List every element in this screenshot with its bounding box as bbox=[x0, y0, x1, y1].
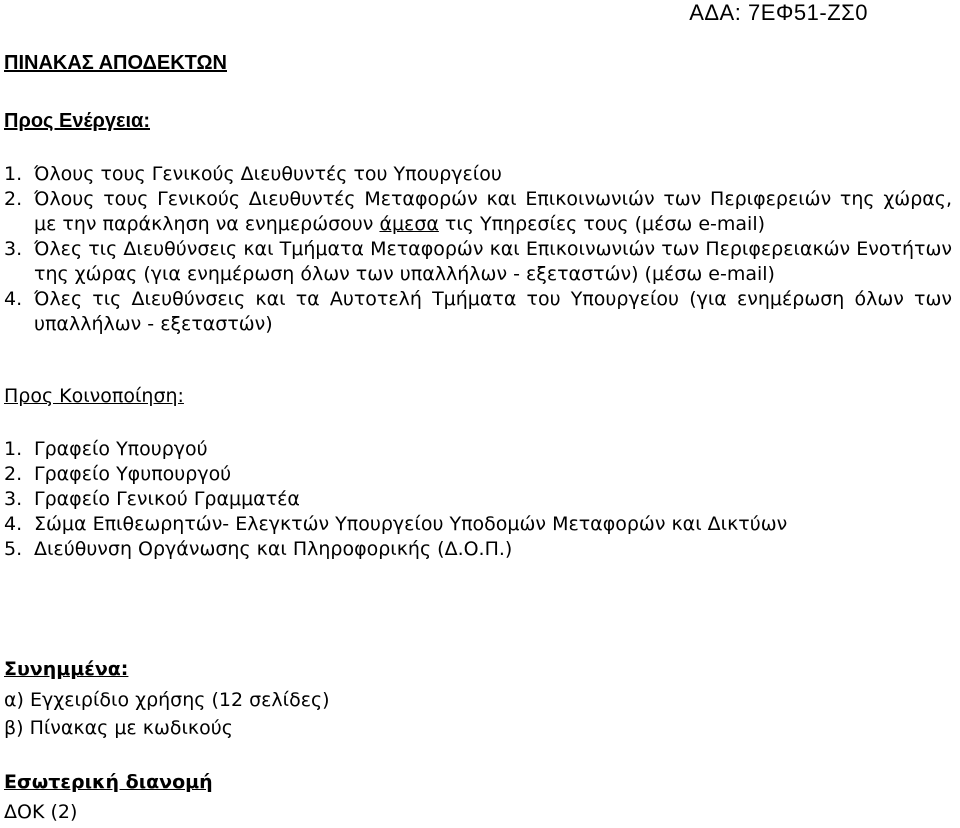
page-title: ΠΙΝΑΚΑΣ ΑΠΟΔΕΚΤΩΝ bbox=[4, 52, 227, 74]
list-item-number: 3. bbox=[4, 488, 23, 510]
list-item bbox=[4, 487, 952, 512]
list-item bbox=[4, 287, 952, 337]
list-item-text: τις Υπηρεσίες τους (μέσω e-mail) bbox=[438, 213, 766, 235]
list-item-text: Σώμα Επιθεωρητών- Ελεγκτών Υπουργείου Υποδομών Μεταφορών και Δικτύων bbox=[34, 513, 788, 535]
attachment-item: β) Πίνακας με κωδικούς bbox=[4, 717, 233, 739]
list-item-number: 4. bbox=[4, 288, 23, 310]
list-item-number: 2. bbox=[4, 188, 23, 210]
list-item bbox=[4, 237, 952, 287]
action-list bbox=[4, 162, 952, 337]
list-item-number: 5. bbox=[4, 538, 23, 560]
attachments-heading: Συνημμένα: bbox=[4, 658, 129, 680]
action-heading: Προς Ενέργεια: bbox=[4, 110, 150, 132]
list-item-text: Όλους τους Γενικούς Διευθυντές του Υπουργείου bbox=[34, 163, 502, 185]
list-item-number: 1. bbox=[4, 438, 23, 460]
internal-distribution-item: ΔΟΚ (2) bbox=[4, 801, 78, 823]
list-item bbox=[4, 437, 952, 462]
list-item-text: Διεύθυνση Οργάνωσης και Πληροφορικής (Δ.Ο.Π.) bbox=[34, 538, 513, 560]
ada-code: ΑΔΑ: 7ΕΦ51-ΖΣ0 bbox=[689, 0, 868, 25]
list-item-number: 4. bbox=[4, 513, 23, 535]
list-item-number: 3. bbox=[4, 238, 23, 260]
list-item-text: Όλες τις Διευθύνσεις και τα Αυτοτελή Τμήματα του Υπουργείου (για ενημέρωση όλων των υπαλλήλων - εξεταστών) bbox=[34, 288, 952, 335]
list-item-text: Γραφείο Υπουργού bbox=[34, 438, 208, 460]
list-item-text: Γραφείο Γενικού Γραμματέα bbox=[34, 488, 300, 510]
list-item bbox=[4, 162, 952, 187]
internal-distribution-heading: Εσωτερική διανομή bbox=[4, 771, 213, 793]
notify-list bbox=[4, 437, 952, 562]
list-item-text: Όλες τις Διευθύνσεις και Τμήματα Μεταφορών και Επικοινωνιών των Περιφερειακών Ενοτήτων της χώρας (για ενημέρωση όλων των υπαλλήλων - εξεταστών) (μέσω e-mail) bbox=[34, 238, 952, 285]
list-item bbox=[4, 537, 952, 562]
emphasis-text: άμεσα bbox=[379, 213, 439, 235]
list-item bbox=[4, 512, 952, 537]
attachment-item: α) Εγχειρίδιο χρήσης (12 σελίδες) bbox=[4, 689, 330, 711]
list-item-text: Όλους τους Γενικούς Διευθυντές Μεταφορών και Επικοινωνιών των Περιφερειών της χώρας, με την παράκληση να ενημερώσουν bbox=[34, 188, 952, 235]
list-item bbox=[4, 187, 952, 237]
notify-heading: Προς Κοινοποίηση: bbox=[4, 385, 184, 407]
list-item-number: 2. bbox=[4, 463, 23, 485]
list-item-text: Γραφείο Υφυπουργού bbox=[34, 463, 232, 485]
list-item bbox=[4, 462, 952, 487]
list-item-number: 1. bbox=[4, 163, 23, 185]
